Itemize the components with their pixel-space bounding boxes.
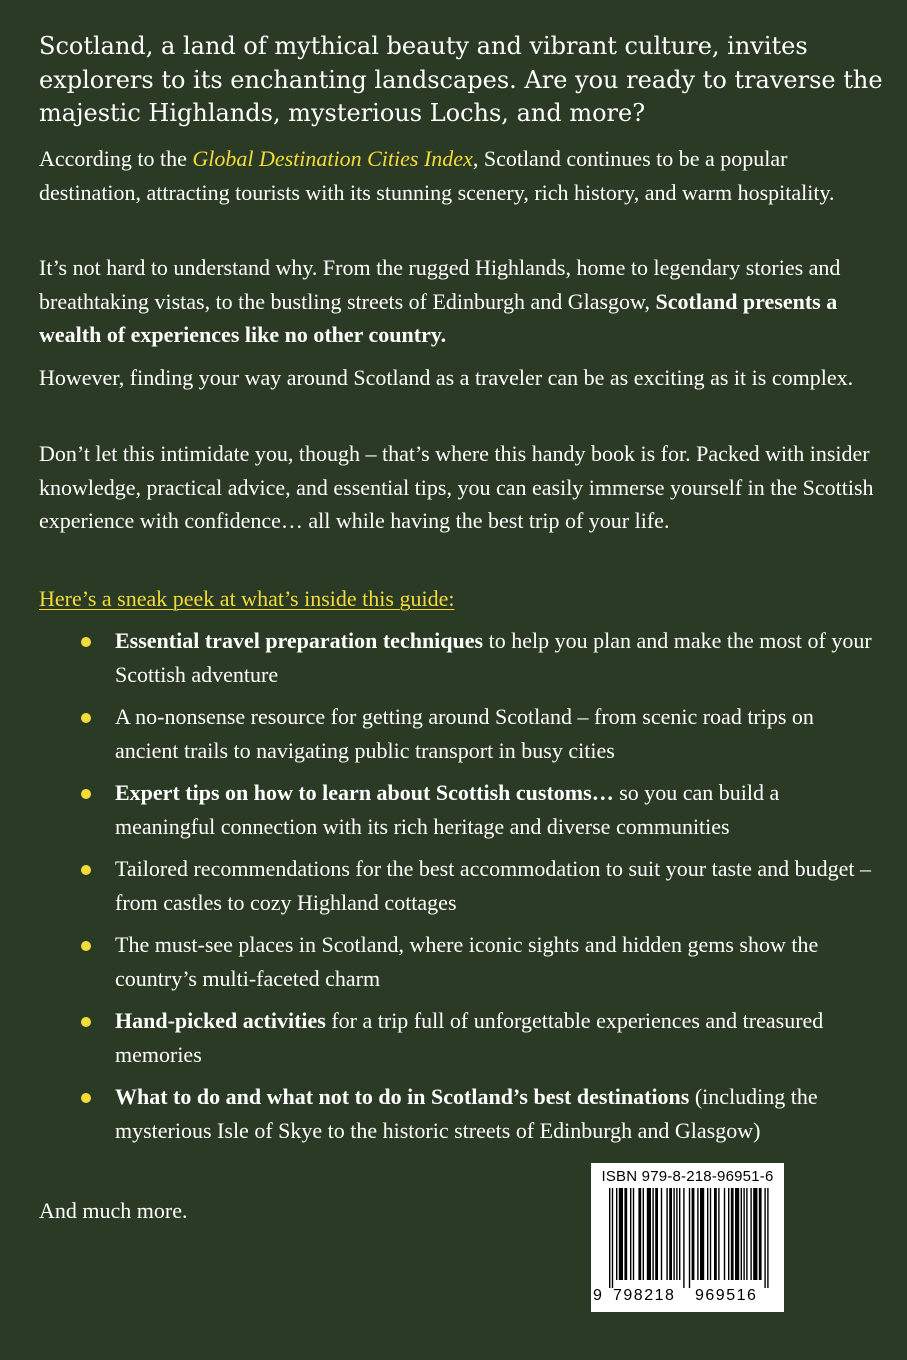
list-item — [39, 928, 879, 995]
list-item-text: A no-nonsense resource for getting around Scotland – from scenic road trips on ancient trails to navigating public transport in busy cities — [115, 704, 814, 763]
barcode-digit-group-1: 798218 — [613, 1287, 676, 1304]
list-item-text: Tailored recommendations for the best accommodation to suit your taste and budget – from castles to cozy Highland cottages — [115, 856, 872, 915]
list-item-text: so you can build a meaningful connection with its rich heritage and diverse communities — [115, 780, 780, 839]
list-item-bold: Hand-picked activities — [115, 1008, 326, 1033]
closing-line: And much more. — [39, 1198, 188, 1223]
list-item-bold: Essential travel preparation techniques — [115, 628, 484, 653]
paragraph-complex: However, finding your way around Scotland as a traveler can be as exciting as it is complex. — [39, 365, 854, 390]
paragraph-handy-book: Don’t let this intimidate you, though – that’s where this handy book is for. Packed with insider knowledge, practical advice, and essential tips, you can easily immerse yourself in the Scottish experience with confidence… all while having the best trip of your life. — [39, 441, 874, 533]
list-item-bold: What to do and what not to do in Scotland’s best destinations — [115, 1084, 690, 1109]
list-item — [39, 852, 879, 919]
barcode-digit-first: 9 — [593, 1287, 602, 1304]
bullet-icon — [81, 1093, 91, 1103]
para2-text: It’s not hard to understand why. From the rugged Highlands, home to legendary stories and breathtaking vistas, to the bustling streets of Edinburgh and Glasgow, — [39, 255, 841, 314]
bullet-icon — [81, 713, 91, 723]
bullet-icon — [81, 865, 91, 875]
bullet-icon — [81, 789, 91, 799]
feature-list — [39, 624, 879, 1156]
paragraph-why — [39, 251, 879, 352]
list-item — [39, 700, 879, 767]
list-item-text: to help you plan and make the most of your Scottish adventure — [115, 628, 872, 687]
list-item-bold: Expert tips on how to learn about Scottish customs… — [115, 780, 614, 805]
paragraph-destination-index — [39, 142, 879, 209]
list-item — [39, 1080, 879, 1147]
barcode-digit-group-2: 969516 — [695, 1287, 758, 1304]
bullet-icon — [81, 941, 91, 951]
intro-paragraph: Scotland, a land of mythical beauty and vibrant culture, invites explorers to its enchanting landscapes. Are you ready to traverse the majestic Highlands, mysterious Lochs, and more? — [39, 32, 883, 127]
list-item-text: (including the mysterious Isle of Skye to the historic streets of Edinburgh and Glasgow) — [115, 1084, 818, 1143]
list-item — [39, 624, 879, 691]
isbn-label: ISBN 979-8-218-96951-6 — [601, 1168, 774, 1185]
barcode-bars-icon — [599, 1188, 776, 1288]
para1-after: , Scotland continues to be a popular destination, attracting tourists with its stunning scenery, rich history, and warm hospitality. — [39, 146, 835, 205]
list-item — [39, 1004, 879, 1071]
list-item-text: for a trip full of unforgettable experiences and treasured memories — [115, 1008, 824, 1067]
index-name: Global Destination Cities Index — [192, 146, 473, 171]
para1-before: According to the — [39, 146, 193, 171]
list-item — [39, 776, 879, 843]
sneak-peek-heading: Here’s a sneak peek at what’s inside this guide: — [39, 586, 455, 611]
bullet-icon — [81, 637, 91, 647]
bullet-icon — [81, 1017, 91, 1027]
list-item-text: The must-see places in Scotland, where iconic sights and hidden gems show the country’s multi-faceted charm — [115, 932, 819, 991]
para2-bold: Scotland presents a wealth of experiences like no other country. — [39, 288, 838, 347]
isbn-barcode — [591, 1163, 784, 1312]
